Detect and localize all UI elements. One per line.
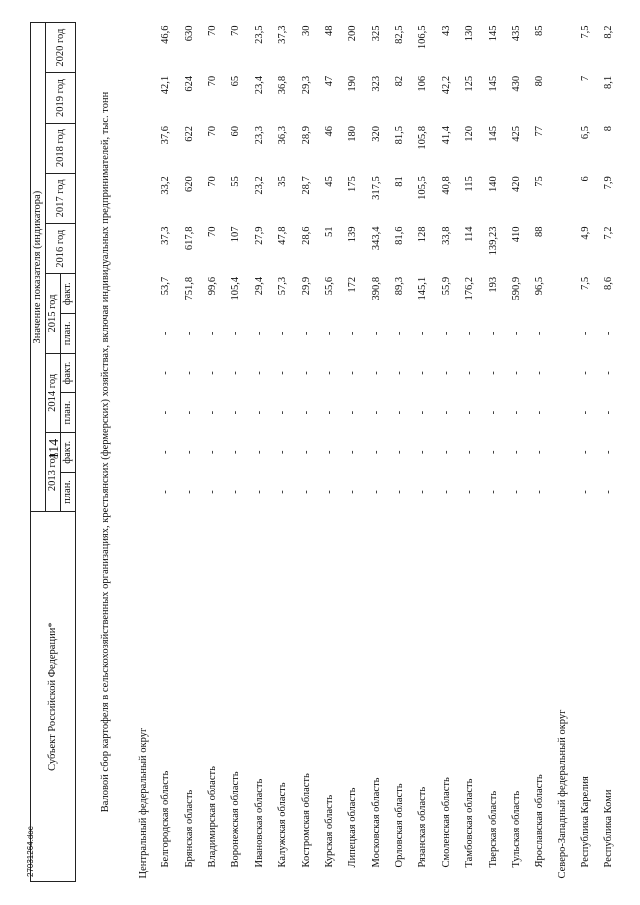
value-cell: -: [394, 410, 406, 415]
value-cell: 8,6: [603, 276, 615, 291]
value-cell: -: [230, 410, 242, 415]
value-cell: -: [370, 371, 382, 375]
value-cell: 105,8: [417, 126, 429, 150]
value-cell: 55: [230, 176, 242, 187]
value-cell: 28,9: [300, 126, 312, 145]
value-cell: -: [511, 490, 523, 494]
value-cell: 114: [464, 226, 476, 242]
value-cell: 70: [230, 25, 242, 36]
file-name: 27031264.doc: [26, 826, 35, 877]
table-row: [458, 23, 481, 882]
value-cell: -: [440, 450, 452, 455]
value-cell: 23,3: [253, 126, 265, 145]
table-row: [388, 23, 411, 882]
value-cell: 60: [230, 126, 242, 137]
value-cell: -: [277, 331, 289, 336]
year-header: 2014 год: [46, 353, 61, 432]
value-cell: 7,5: [579, 276, 591, 291]
value-cell: -: [253, 410, 265, 415]
district-row: [552, 23, 574, 882]
subject-name: Ярославская область: [534, 774, 546, 868]
subject-name: Брянская область: [183, 789, 195, 868]
value-cell: -: [394, 331, 406, 336]
table-row: [411, 23, 434, 882]
value-cell: 624: [183, 75, 195, 92]
subject-column-header: Субъект Российской Федерации*: [31, 512, 76, 882]
value-cell: 343,4: [370, 226, 382, 251]
subject-name: Воронежская область: [230, 771, 242, 868]
value-cell: 6,5: [579, 126, 591, 140]
subject-name: Орловская область: [394, 783, 406, 868]
table-row: [505, 23, 528, 882]
value-cell: 145: [487, 75, 499, 92]
value-cell: -: [347, 490, 359, 494]
value-cell: 200: [347, 25, 359, 42]
value-cell: 81,5: [394, 126, 406, 145]
value-cell: 46: [323, 126, 335, 137]
value-cell: 33,2: [160, 176, 172, 195]
value-cell: -: [534, 410, 546, 415]
value-cell: -: [464, 490, 476, 494]
value-cell: 617,8: [183, 226, 195, 251]
value-cell: -: [160, 450, 172, 455]
value-cell: -: [253, 450, 265, 455]
table-row: [528, 23, 551, 882]
value-cell: 175: [347, 176, 359, 193]
value-cell: -: [579, 490, 591, 494]
value-cell: 37,3: [160, 226, 172, 245]
subject-name: Тамбовская область: [464, 778, 476, 868]
value-cell: 81,6: [394, 226, 406, 245]
value-cell: -: [347, 450, 359, 455]
value-cell: -: [487, 410, 499, 415]
value-cell: 620: [183, 176, 195, 193]
value-cell: 6: [579, 176, 591, 182]
indicator-group-header: Значение показателя (индикатора): [31, 23, 46, 512]
value-cell: -: [183, 371, 195, 375]
value-cell: -: [603, 371, 615, 375]
value-cell: 85: [534, 25, 546, 36]
value-cell: 106,5: [417, 25, 429, 50]
value-cell: -: [603, 490, 615, 494]
value-cell: -: [370, 331, 382, 336]
year-header: 2019 год: [46, 73, 76, 123]
value-cell: -: [277, 490, 289, 494]
value-cell: 140: [487, 176, 499, 193]
district-row: [132, 23, 154, 882]
value-cell: 430: [511, 75, 523, 92]
value-cell: -: [534, 331, 546, 336]
value-cell: -: [417, 410, 429, 415]
value-cell: -: [300, 371, 312, 375]
value-cell: 81: [394, 176, 406, 187]
value-cell: 29,3: [300, 75, 312, 95]
value-cell: -: [183, 331, 195, 336]
year-header: 2020 год: [46, 23, 76, 73]
value-cell: -: [394, 371, 406, 375]
table-row: [271, 23, 294, 882]
value-cell: 435: [511, 25, 523, 42]
value-cell: -: [323, 450, 335, 455]
value-cell: -: [323, 331, 335, 336]
value-cell: 37,3: [277, 25, 289, 44]
value-cell: 75: [534, 176, 546, 187]
value-cell: 99,6: [206, 276, 218, 296]
value-cell: -: [440, 490, 452, 494]
value-cell: -: [440, 331, 452, 336]
value-cell: -: [323, 490, 335, 494]
value-cell: -: [277, 371, 289, 375]
value-cell: 8: [603, 126, 615, 132]
value-cell: 590,9: [511, 276, 523, 301]
value-cell: -: [534, 490, 546, 494]
value-cell: 57,3: [277, 276, 289, 296]
value-cell: -: [487, 450, 499, 455]
value-cell: 70: [206, 126, 218, 137]
value-cell: 420: [511, 176, 523, 193]
value-cell: 53,7: [160, 276, 172, 296]
value-cell: -: [206, 450, 218, 455]
value-cell: 36,8: [277, 75, 289, 95]
subject-name: Липецкая область: [347, 787, 359, 868]
subject-name: Калужская область: [277, 782, 289, 868]
value-cell: -: [230, 331, 242, 336]
value-cell: -: [253, 371, 265, 375]
plan-header: план.: [61, 472, 76, 512]
value-cell: 47: [323, 75, 335, 87]
value-cell: -: [277, 410, 289, 415]
subject-name: Республика Коми: [603, 789, 615, 868]
value-cell: 47,8: [277, 226, 289, 245]
subject-name: Курская область: [323, 794, 335, 868]
value-cell: -: [511, 371, 523, 375]
potato-harvest-table: [30, 22, 620, 882]
subject-name: Владимирская область: [206, 766, 218, 868]
value-cell: -: [440, 371, 452, 375]
value-cell: -: [230, 490, 242, 494]
table-row: [177, 23, 200, 882]
value-cell: 105,4: [230, 276, 242, 301]
value-cell: -: [206, 410, 218, 415]
value-cell: 751,8: [183, 276, 195, 301]
value-cell: -: [323, 371, 335, 375]
value-cell: 70: [206, 176, 218, 187]
value-cell: -: [603, 410, 615, 415]
value-cell: -: [206, 371, 218, 375]
value-cell: -: [230, 371, 242, 375]
value-cell: -: [579, 371, 591, 375]
value-cell: 82: [394, 75, 406, 87]
table-row: [201, 23, 224, 882]
value-cell: 7,5: [579, 25, 591, 39]
value-cell: 193: [487, 276, 499, 293]
value-cell: 70: [206, 226, 218, 237]
value-cell: 630: [183, 25, 195, 42]
table-row: [481, 23, 504, 882]
value-cell: 46,6: [160, 25, 172, 44]
value-cell: 7,9: [603, 176, 615, 190]
year-header: 2016 год: [46, 224, 76, 274]
plan-header: план.: [61, 393, 76, 433]
year-header: 2015 год: [46, 274, 61, 353]
subject-name: Тульская область: [511, 790, 523, 868]
value-cell: -: [206, 331, 218, 336]
value-cell: -: [603, 450, 615, 455]
value-cell: 23,4: [253, 75, 265, 95]
value-cell: 145,1: [417, 276, 429, 301]
value-cell: 145: [487, 126, 499, 142]
value-cell: 120: [464, 126, 476, 142]
value-cell: 115: [464, 176, 476, 192]
value-cell: -: [370, 450, 382, 455]
year-header: 2018 год: [46, 123, 76, 173]
subject-name: Костромская область: [300, 773, 312, 868]
table-caption: Валовой сбор картофеля в сельскохозяйственных организациях, крестьянских (фермерских) хозяйствах, включая индивидуальных предпринимателей, тыс. тонн: [100, 91, 111, 813]
value-cell: 43: [440, 25, 452, 36]
value-cell: -: [511, 450, 523, 455]
value-cell: -: [534, 371, 546, 375]
value-cell: -: [300, 410, 312, 415]
table-row: [574, 23, 597, 882]
value-cell: 139: [347, 226, 359, 243]
subject-name: Московская область: [370, 777, 382, 868]
district-name: Северо-Западный федеральный округ: [557, 709, 569, 879]
value-cell: 70: [206, 25, 218, 36]
value-cell: 320: [370, 126, 382, 142]
value-cell: 128: [417, 226, 429, 243]
value-cell: -: [160, 331, 172, 336]
subject-name: Белгородская область: [160, 770, 172, 868]
fact-header: факт.: [61, 274, 76, 314]
value-cell: -: [160, 371, 172, 375]
value-cell: 622: [183, 126, 195, 142]
page-number: 114: [47, 438, 62, 460]
value-cell: 23,2: [253, 176, 265, 195]
value-cell: -: [417, 371, 429, 375]
subject-name: Смоленская область: [440, 777, 452, 868]
value-cell: -: [370, 410, 382, 415]
value-cell: -: [206, 490, 218, 494]
table-row: [224, 23, 247, 882]
value-cell: -: [300, 490, 312, 494]
value-cell: 37,6: [160, 126, 172, 145]
value-cell: 390,8: [370, 276, 382, 301]
value-cell: -: [464, 371, 476, 375]
value-cell: 410: [511, 226, 523, 243]
value-cell: 55,6: [323, 276, 335, 296]
value-cell: 55,9: [440, 276, 452, 296]
value-cell: 88: [534, 226, 546, 237]
value-cell: -: [160, 410, 172, 415]
value-cell: -: [603, 331, 615, 336]
value-cell: -: [347, 410, 359, 415]
value-cell: -: [347, 331, 359, 336]
value-cell: 23,5: [253, 25, 265, 44]
table-row: [248, 23, 271, 882]
value-cell: 80: [534, 75, 546, 87]
value-cell: 105,5: [417, 176, 429, 200]
value-cell: -: [183, 410, 195, 415]
value-cell: -: [464, 450, 476, 455]
table-row: [341, 23, 364, 882]
value-cell: -: [417, 450, 429, 455]
value-cell: 42,1: [160, 75, 172, 95]
value-cell: -: [277, 450, 289, 455]
value-cell: -: [417, 331, 429, 336]
value-cell: 89,3: [394, 276, 406, 296]
subject-name: Рязанская область: [417, 786, 429, 868]
value-cell: -: [534, 450, 546, 455]
value-cell: 45: [323, 176, 335, 187]
table-row: [597, 23, 620, 882]
value-cell: -: [464, 331, 476, 336]
value-cell: 28,7: [300, 176, 312, 195]
value-cell: 7: [579, 75, 591, 82]
year-header: 2013 год: [46, 432, 61, 511]
value-cell: 8,1: [603, 75, 615, 89]
value-cell: 96,5: [534, 276, 546, 296]
value-cell: -: [253, 331, 265, 336]
value-cell: -: [300, 450, 312, 455]
value-cell: -: [579, 331, 591, 336]
value-cell: -: [511, 331, 523, 336]
value-cell: 145: [487, 25, 499, 42]
value-cell: -: [394, 450, 406, 455]
table-row: [435, 23, 458, 882]
value-cell: 48: [323, 25, 335, 36]
value-cell: 139,23: [487, 226, 499, 256]
value-cell: -: [579, 450, 591, 455]
value-cell: 106: [417, 75, 429, 92]
value-cell: 65: [230, 75, 242, 87]
value-cell: 130: [464, 25, 476, 42]
value-cell: -: [417, 490, 429, 494]
table-row: [154, 23, 177, 882]
value-cell: 7,2: [603, 226, 615, 240]
fact-header: факт.: [61, 432, 76, 472]
value-cell: -: [300, 331, 312, 336]
subject-name: Тверская область: [487, 790, 499, 868]
value-cell: 180: [347, 126, 359, 142]
value-cell: 35: [277, 176, 289, 187]
value-cell: -: [183, 490, 195, 494]
value-cell: -: [347, 371, 359, 375]
value-cell: -: [323, 410, 335, 415]
value-cell: -: [487, 490, 499, 494]
value-cell: 36,3: [277, 126, 289, 145]
subject-name: Ивановская область: [253, 778, 265, 868]
value-cell: 30: [300, 25, 312, 36]
value-cell: -: [370, 490, 382, 494]
value-cell: -: [440, 410, 452, 415]
value-cell: -: [487, 331, 499, 336]
value-cell: -: [579, 410, 591, 415]
value-cell: -: [183, 450, 195, 455]
value-cell: 4,9: [579, 226, 591, 240]
value-cell: 70: [206, 75, 218, 87]
year-header: 2017 год: [46, 173, 76, 223]
value-cell: 125: [464, 75, 476, 92]
value-cell: 42,2: [440, 75, 452, 95]
value-cell: -: [160, 490, 172, 494]
value-cell: 28,6: [300, 226, 312, 245]
value-cell: 107: [230, 226, 242, 243]
value-cell: 323: [370, 75, 382, 92]
value-cell: 29,9: [300, 276, 312, 296]
value-cell: -: [487, 371, 499, 375]
value-cell: 27,9: [253, 226, 265, 245]
value-cell: 33,8: [440, 226, 452, 245]
value-cell: -: [230, 450, 242, 455]
value-cell: -: [464, 410, 476, 415]
value-cell: -: [253, 490, 265, 494]
district-name: Центральный федеральный округ: [137, 727, 149, 879]
value-cell: 40,8: [440, 176, 452, 195]
value-cell: 41,4: [440, 126, 452, 145]
value-cell: 82,5: [394, 25, 406, 44]
rotated-table-sheet: [30, 22, 615, 882]
value-cell: -: [394, 490, 406, 494]
value-cell: -: [511, 410, 523, 415]
value-cell: 51: [323, 226, 335, 237]
value-cell: 29,4: [253, 276, 265, 296]
subject-name: Республика Карелия: [579, 776, 591, 868]
value-cell: 190: [347, 75, 359, 92]
table-row: [365, 23, 388, 882]
table-row: [294, 23, 317, 882]
value-cell: 425: [511, 126, 523, 142]
fact-header: факт.: [61, 353, 76, 393]
value-cell: 8,2: [603, 25, 615, 39]
value-cell: 77: [534, 126, 546, 137]
table-row: [318, 23, 341, 882]
value-cell: 317,5: [370, 176, 382, 200]
value-cell: 172: [347, 276, 359, 293]
plan-header: план.: [61, 314, 76, 354]
value-cell: 325: [370, 25, 382, 42]
value-cell: 176,2: [464, 276, 476, 301]
